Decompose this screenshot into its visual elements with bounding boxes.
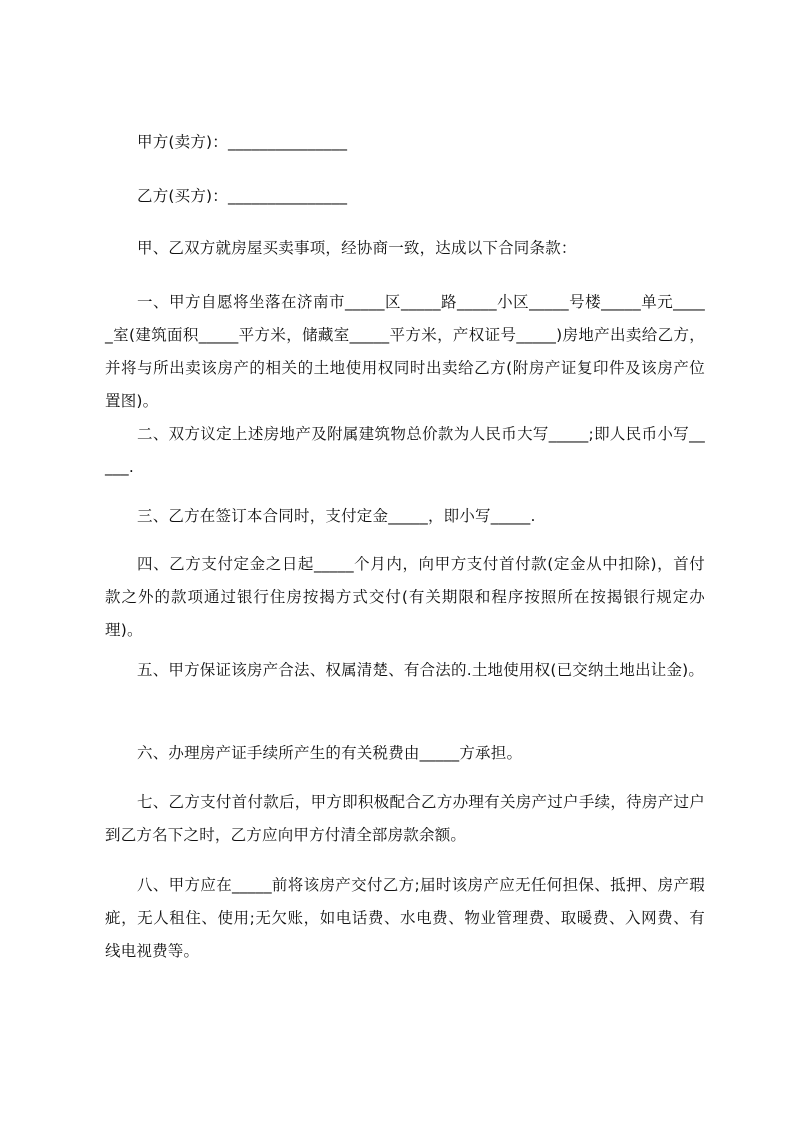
clause-2: 二、双方议定上述房地产及附属建筑物总价款为人民币大写_____;即人民币小写_____. <box>105 425 705 476</box>
clause-8: 八、甲方应在_____前将该房产交付乙方;届时该房产应无任何担保、抵押、房产瑕疵，无人租住、使用;无欠账，如电话费、水电费、物业管理费、取暖费、入网费、有线电视费等。 <box>105 876 705 960</box>
party-b-line: 乙方(买方)：_______________ <box>137 187 348 205</box>
clause-4: 四、乙方支付定金之日起_____个月内，向甲方支付首付款(定金从中扣除)，首付款之外的款项通过银行住房按揭方式交付(有关期限和程序按照所在按揭银行规定办理)。 <box>105 555 705 639</box>
clause-7: 七、乙方支付首付款后，甲方即积极配合乙方办理有关房产过户手续，待房产过户到乙方名下之时，乙方应向甲方付清全部房款余额。 <box>105 793 705 844</box>
party-a-line: 甲方(卖方)：_______________ <box>137 133 348 151</box>
clause-3: 三、乙方在签订本合同时，支付定金_____，即小写_____. <box>137 507 536 525</box>
clause-5: 五、甲方保证该房产合法、权属清楚、有合法的.土地使用权(已交纳土地出让金)。 <box>137 661 705 679</box>
clause-1: 一、甲方自愿将坐落在济南市_____区_____路_____小区_____号楼_____单元_____室(建筑面积_____平方米，储藏室_____平方米，产权证号_____)房地产出卖给乙方，并将与所出卖该房产的相关的土地使用权同时出卖给乙方(附房产证复印件及该房产位置图)。 <box>105 293 705 410</box>
clause-6: 六、办理房产证手续所产生的有关税费由_____方承担。 <box>137 744 523 762</box>
contract-intro: 甲、乙双方就房屋买卖事项，经协商一致，达成以下合同条款： <box>137 239 577 257</box>
